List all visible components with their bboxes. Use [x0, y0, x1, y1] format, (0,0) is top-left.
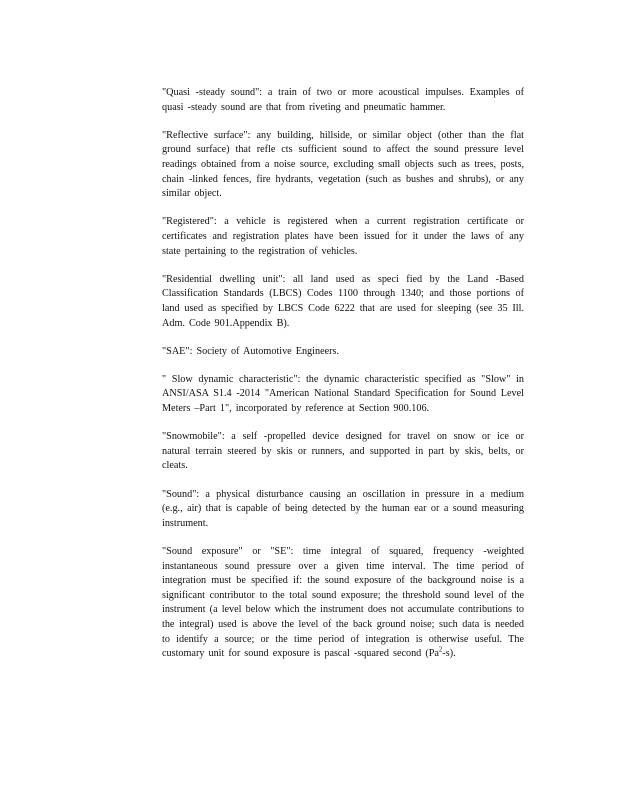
definition-sound	[162, 488, 524, 532]
definition-residential-dwelling-unit	[162, 273, 524, 331]
definition-quasi-steady-sound	[162, 86, 524, 115]
definition-text: "Reflective surface": any building, hillside, or similar object (other than the flat ground surface) that refle cts sufficient sound to affect the sound pressure level readings obtained from a noise source, excluding small objects such as trees, posts, chain -linked fences, fire hydrants, vegetation (such as bushes and shrubs), or any similar object.	[162, 129, 524, 200]
definition-sae	[162, 345, 524, 360]
definition-text: "Quasi -steady sound": a train of two or more acoustical impulses. Examples of quasi -steady sound are that from riveting and pneumatic hammer.	[162, 87, 524, 113]
definition-text: "Sound exposure" or "SE": time integral of squared, frequency -weighted instantaneous sound pressure over a given time interval. The time period of integration must be specified if: the sound exposure of the background noise is a significant contributor to the total sound exposure; the threshold sound level of the instrument (a level below which the instrument does not accumulate contributions to the integral) used is above the level of the back ground noise; such data is needed to identify a source; or the time period of integration is otherwise useful. The customary unit for sound exposure is pascal -squared second (Pa	[162, 546, 524, 660]
definition-snowmobile	[162, 430, 524, 474]
definition-text: "Registered": a vehicle is registered when a current registration certificate or certificates and registration plates have been issued for it under the laws of any state pertaining to the registration of vehicles.	[162, 216, 524, 257]
definition-text-tail: -s).	[442, 648, 456, 660]
superscript-2: 2	[438, 645, 443, 654]
definition-slow-dynamic-characteristic	[162, 373, 524, 417]
definition-registered	[162, 215, 524, 259]
definition-sound-exposure	[162, 545, 524, 662]
definition-text: "SAE": Society of Automotive Engineers.	[162, 345, 340, 357]
definition-reflective-surface	[162, 129, 524, 202]
definitions-list	[162, 86, 524, 662]
definition-text: "Snowmobile": a self -propelled device designed for travel on snow or ice or natural terrain steered by skis or runners, and supported in part by skis, belts, or cleats.	[162, 431, 524, 472]
definition-text: "Sound": a physical disturbance causing an oscillation in pressure in a medium (e.g., air) that is capable of being detected by the human ear or a sound measuring instrument.	[162, 488, 524, 529]
definition-text: "Residential dwelling unit": all land used as speci fied by the Land -Based Classification Standards (LBCS) Codes 1100 through 1340; and those portions of land used as specified by LBCS Code 6222 that are used for sleeping (see 35 Ill. Adm. Code 901.Appendix B).	[162, 273, 524, 329]
definition-text: " Slow dynamic characteristic": the dynamic characteristic specified as "Slow" in ANSI/ASA S1.4 -2014 "American National Standard Specification for Sound Level Meters –Part 1", incorporated by reference at Section 900.106.	[162, 373, 524, 415]
